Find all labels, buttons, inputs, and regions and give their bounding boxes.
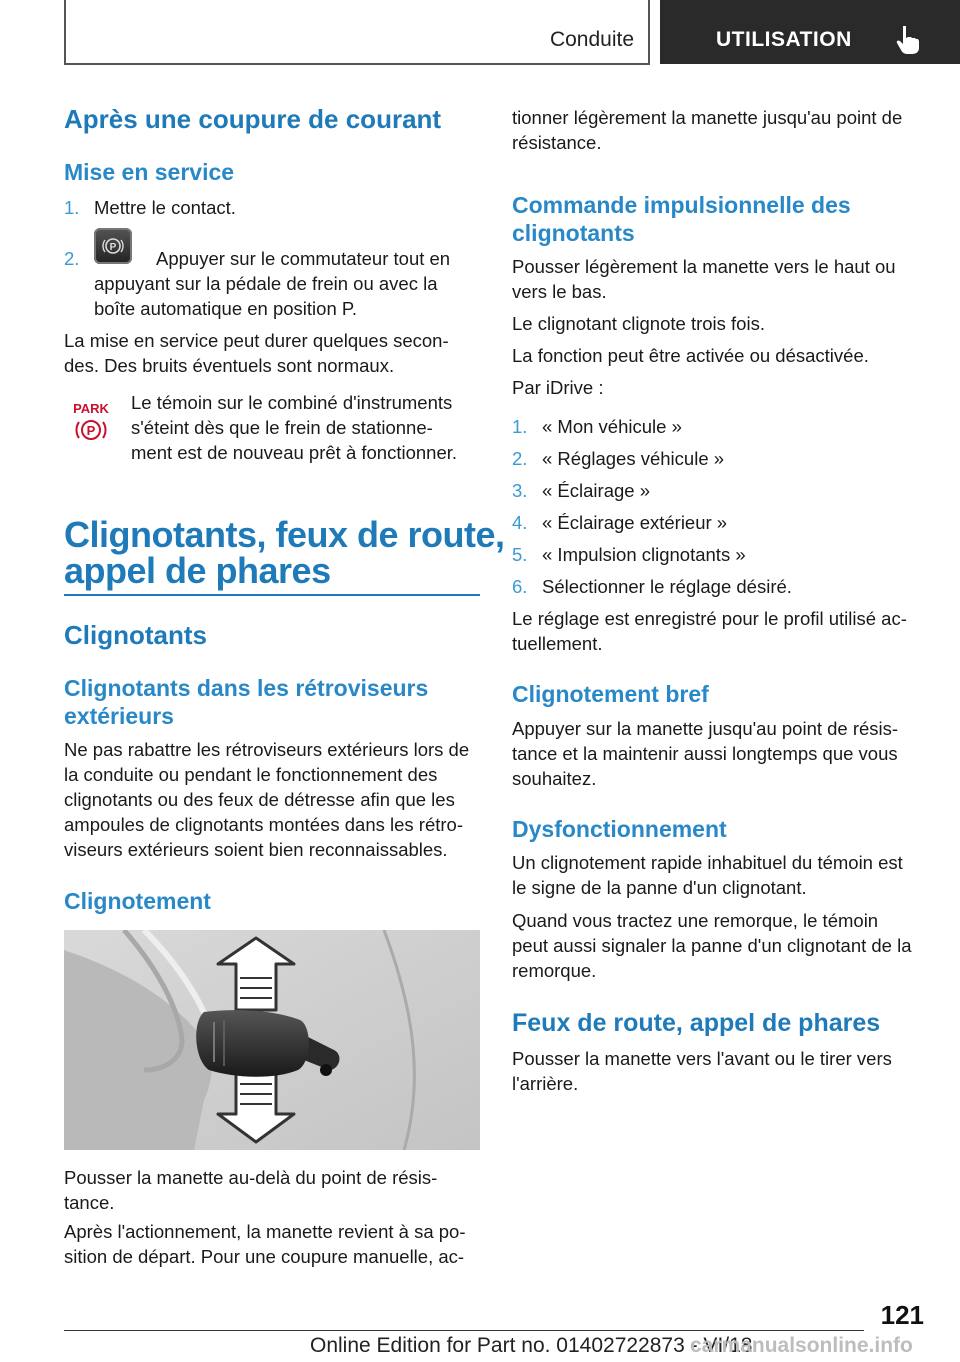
blink-text-4: sition de départ. Pour une coupure manuelle, ac- (64, 1246, 465, 1267)
malfunction-text-4: peut aussi signaler la panne d'un clignotant de la (512, 935, 912, 956)
step-number: 5. (512, 544, 528, 565)
startup-text-2: des. Des bruits éventuels sont normaux. (64, 355, 395, 376)
step-number: 6. (512, 576, 528, 597)
malfunction-text-1: Un clignotement rapide inhabituel du témoin est (512, 852, 903, 873)
step2-line1: Appuyer sur le commutateur tout en (156, 248, 451, 269)
heading-turn-signals: Clignotants (64, 620, 207, 650)
mirror-text-4: ampoules de clignotants montées dans les rétro- (64, 814, 463, 835)
pulse-text-1: Pousser légèrement la manette vers le haut ou (512, 256, 896, 277)
step-number: 3. (512, 480, 528, 501)
watermark: carmanualsonline.info (690, 1334, 913, 1357)
pulse-text-5: Par iDrive : (512, 377, 604, 398)
chapter-title-line2: appel de phares (64, 550, 331, 591)
indicator-text-3: ment est de nouveau prêt à fonctionner. (131, 442, 458, 463)
header-bottom-rule (64, 63, 650, 65)
indicator-text-2: s'éteint dès que le frein de stationne- (131, 417, 433, 438)
malfunction-text-5: remorque. (512, 960, 597, 981)
chapter-title-line1: Clignotants, feux de route, (64, 514, 505, 555)
step-number: 2. (512, 448, 528, 469)
startup-text-1: La mise en service peut durer quelques secon- (64, 330, 449, 351)
heading-brief-blink: Clignotement bref (512, 681, 709, 707)
mirror-text-1: Ne pas rabattre les rétroviseurs extérieurs lors de (64, 739, 470, 760)
blink-text-2: tance. (64, 1192, 115, 1213)
step-text: Sélectionner le réglage désiré. (542, 576, 792, 597)
heading-high-beam: Feux de route, appel de phares (512, 1009, 881, 1037)
brief-text-2: tance et la maintenir aussi longtemps que vous (512, 743, 898, 764)
park-warning-icon (64, 400, 118, 446)
mirror-text-3: clignotants ou des feux de détresse afin que les (64, 789, 455, 810)
svg-text:P: P (109, 242, 117, 253)
step-text: « Éclairage extérieur » (542, 512, 728, 533)
step-text: « Éclairage » (542, 480, 650, 501)
step2-line3: boîte automatique en position P. (94, 298, 357, 319)
step-text: Mettre le contact. (94, 197, 236, 218)
continued-text-2: résistance. (512, 132, 602, 153)
step-text: « Réglages véhicule » (542, 448, 725, 469)
step-number: 1. (512, 416, 528, 437)
heading-startup: Mise en service (64, 159, 235, 185)
mirror-text-5: viseurs extérieurs soient bien reconnaissables. (64, 839, 448, 860)
heading-mirror-line2: extérieurs (64, 703, 174, 729)
heading-pulse-line2: clignotants (512, 220, 635, 246)
pointing-hand-icon (894, 24, 924, 54)
malfunction-text-3: Quand vous tractez une remorque, le témoin (512, 910, 879, 931)
turn-signal-lever-illustration (64, 930, 480, 1150)
step-number: 2. (64, 248, 80, 269)
header-divider (648, 0, 650, 64)
chapter-title-rule (64, 594, 480, 596)
high-beam-text-1: Pousser la manette vers l'avant ou le tirer vers (512, 1048, 892, 1069)
header-left-rule (64, 0, 66, 64)
step-text: « Impulsion clignotants » (542, 544, 746, 565)
heading-power-cut: Après une coupure de courant (64, 104, 442, 134)
heading-pulse-line1: Commande impulsionnelle des (512, 192, 851, 218)
continued-text-1: tionner légèrement la manette jusqu'au point de (512, 107, 903, 128)
brief-text-3: souhaitez. (512, 768, 597, 789)
step-number: 1. (64, 197, 80, 218)
mirror-text-2: la conduite ou pendant le fonctionnement des (64, 764, 438, 785)
heading-blinking: Clignotement (64, 888, 211, 914)
header-chapter-tab[interactable] (660, 0, 960, 64)
pulse-text-3: Le clignotant clignote trois fois. (512, 313, 765, 334)
step2-line2: appuyant sur la pédale de frein ou avec la (94, 273, 438, 294)
footer-rule (64, 1330, 864, 1331)
saved-text-2: tuellement. (512, 633, 603, 654)
header-chapter-title: UTILISATION (716, 28, 852, 51)
heading-malfunction: Dysfonctionnement (512, 816, 727, 842)
svg-text:P: P (86, 423, 96, 438)
malfunction-text-2: le signe de la panne d'un clignotant. (512, 877, 807, 898)
saved-text-1: Le réglage est enregistré pour le profil utilisé ac- (512, 608, 907, 629)
heading-mirror-line1: Clignotants dans les rétroviseurs (64, 675, 429, 701)
high-beam-text-2: l'arrière. (512, 1073, 579, 1094)
parking-brake-button-icon (94, 228, 132, 264)
pulse-text-4: La fonction peut être activée ou désactivée. (512, 345, 869, 366)
blink-text-3: Après l'actionnement, la manette revient à sa po- (64, 1221, 466, 1242)
edition-info: Online Edition for Part no. 01402722873 - VI/18 (310, 1334, 753, 1357)
brief-text-1: Appuyer sur la manette jusqu'au point de résis- (512, 718, 899, 739)
page-number: 121 (880, 1300, 924, 1330)
park-label: PARK (73, 401, 109, 416)
step-text: « Mon véhicule » (542, 416, 682, 437)
blink-text-1: Pousser la manette au-delà du point de résis- (64, 1167, 438, 1188)
pulse-text-2: vers le bas. (512, 281, 607, 302)
step-number: 4. (512, 512, 528, 533)
header-section-title: Conduite (549, 28, 634, 51)
indicator-text-1: Le témoin sur le combiné d'instruments (131, 392, 453, 413)
